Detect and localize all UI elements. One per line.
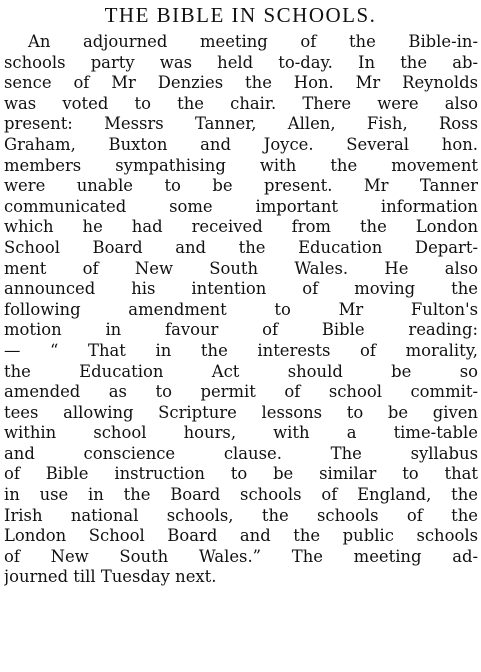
- article-line: within school hours, with a time-table: [4, 423, 478, 443]
- article-line: which he had received from the London: [4, 217, 478, 237]
- article-line: of Bible instruction to be similar to that: [4, 464, 478, 484]
- article-line: Irish national schools, the schools of the: [4, 505, 478, 525]
- article-line: members sympathising with the movement: [4, 155, 478, 175]
- article-line: sence of Mr Denzies the Hon. Mr Reynolds: [4, 73, 478, 93]
- article-line: following amendment to Mr Fulton's: [4, 299, 478, 319]
- article-line: amended as to permit of school commit-: [4, 382, 478, 402]
- article-title: THE BIBLE IN SCHOOLS.: [104, 3, 377, 27]
- article-line: announced his intention of moving the: [4, 279, 478, 299]
- article-line: of New South Wales.” The meeting ad-: [4, 546, 478, 566]
- article-line: School Board and the Education Depart-: [4, 237, 478, 257]
- article-line: ment of New South Wales. He also: [4, 258, 478, 278]
- article-line: — “ That in the interests of morality,: [4, 340, 478, 360]
- article-line: journed till Tuesday next.: [4, 567, 217, 587]
- article-line: London School Board and the public schools: [4, 526, 478, 546]
- article-line: communicated some important information: [4, 196, 478, 216]
- article-line: the Education Act should be so: [4, 361, 478, 381]
- article-body: [4, 32, 478, 588]
- article-line: were unable to be present. Mr Tanner: [4, 176, 478, 196]
- article-line: schools party was held to-day. In the ab-: [4, 52, 478, 72]
- article-line: tees allowing Scripture lessons to be given: [4, 402, 478, 422]
- article-line: was voted to the chair. There were also: [4, 93, 478, 113]
- article-line: Graham, Buxton and Joyce. Several hon.: [4, 134, 478, 154]
- article-line: and conscience clause. The syllabus: [4, 443, 478, 463]
- article-line: present: Messrs Tanner, Allen, Fish, Ross: [4, 114, 478, 134]
- article-line: in use in the Board schools of England, the: [4, 485, 478, 505]
- article-line: motion in favour of Bible reading:: [4, 320, 478, 340]
- article-line: An adjourned meeting of the Bible-in-: [28, 32, 478, 51]
